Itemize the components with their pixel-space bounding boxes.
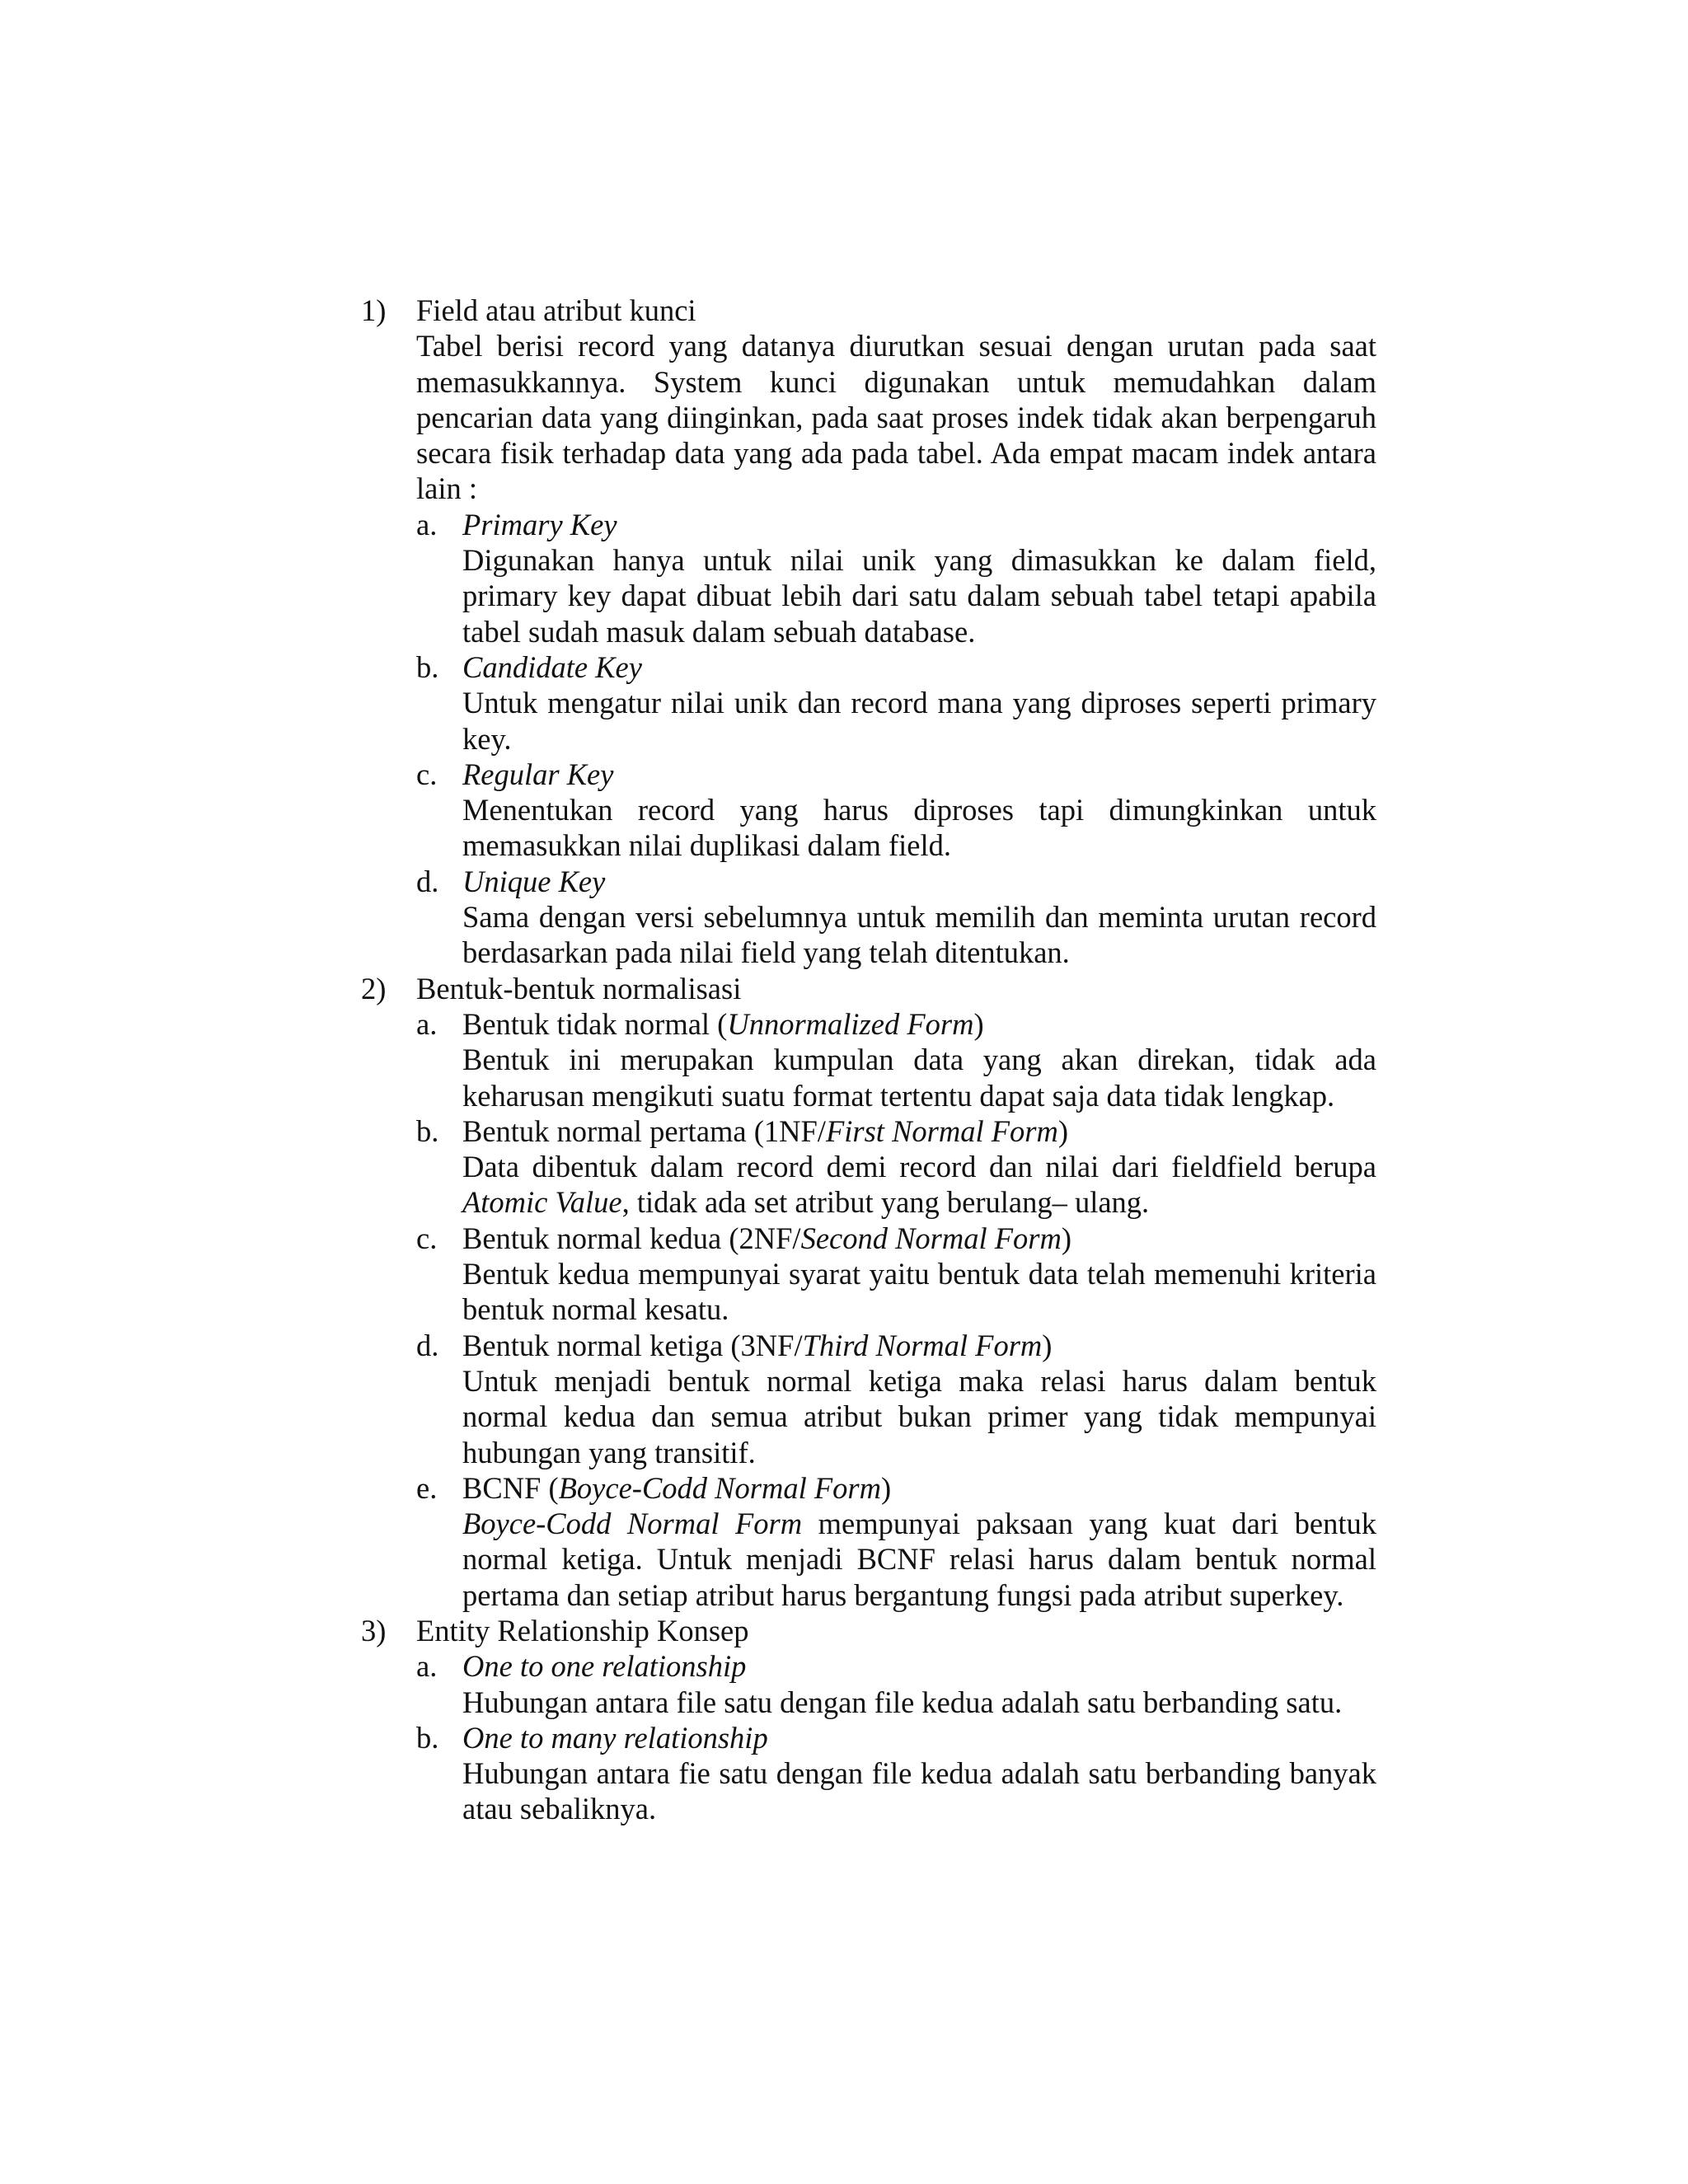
item-title-italic: Unnormalized Form [727,1006,974,1041]
item-title-text: ) [1057,1113,1069,1148]
item-description [462,1506,1376,1613]
section-entity-relationship [361,1613,1376,1827]
section-number: 3) [361,1613,387,1647]
list-item-unnormalized-form [416,1006,1376,1113]
item-description: Digunakan hanya untuk nilai unik yang dimasukkan ke dalam field, primary key dapat dibuat lebih dari satu dalam sebuah tabel tetapi apabila tabel sudah masuk dalam sebuah database. [462,543,1376,649]
list-item-candidate-key [416,649,1376,757]
item-letter: b. [416,649,439,684]
item-title [462,1328,1376,1363]
item-description: Bentuk ini merupakan kumpulan data yang akan direkan, tidak ada keharusan mengikuti suatu format tertentu dapat saja data tidak lengkap. [462,1043,1376,1113]
document-body [361,293,1376,1827]
item-title-text: ) [1042,1328,1053,1362]
item-letter: e. [416,1470,438,1505]
list-item-regular-key [416,757,1376,864]
item-title-text: BCNF ( [462,1470,559,1505]
item-letter: c. [416,757,438,791]
item-letter: d. [416,864,439,898]
item-title-text: ) [880,1470,892,1505]
item-description [462,1149,1376,1221]
item-letter: d. [416,1328,439,1362]
list-item-one-to-many [416,1720,1376,1827]
item-title [462,1221,1376,1256]
item-title: One to many relationship [462,1720,768,1755]
item-letter: a. [416,1006,438,1041]
item-description: Bentuk kedua mempunyai syarat yaitu bentuk data telah memenuhi kriteria bentuk normal kesatu. [462,1257,1376,1327]
item-title: Unique Key [462,864,606,898]
section-title: Entity Relationship Konsep [416,1613,749,1647]
item-letter: b. [416,1720,439,1755]
item-title-italic: Second Normal Form [800,1221,1062,1255]
list-item-third-normal-form [416,1328,1376,1470]
item-title [462,1113,1376,1149]
item-description: Menentukan record yang harus diproses tapi dimungkinkan untuk memasukkan nilai duplikasi dalam field. [462,793,1376,863]
item-title: Regular Key [462,757,614,791]
list-item-second-normal-form [416,1221,1376,1328]
item-letter: a. [416,1649,438,1684]
list-item-one-to-one [416,1648,1376,1720]
section-bentuk-normalisasi [361,971,1376,1613]
item-description: Hubungan antara fie satu dengan file kedua adalah satu berbanding banyak atau sebaliknya. [462,1756,1376,1826]
item-letter: c. [416,1221,438,1255]
list-item-unique-key [416,864,1376,971]
item-title-text: Bentuk normal kedua (2NF/ [462,1221,801,1255]
item-description: Untuk mengatur nilai unik dan record mana yang diproses seperti primary key. [462,686,1376,756]
item-title-text: ) [1061,1221,1072,1255]
item-title: One to one relationship [462,1649,747,1684]
item-title-italic: First Normal Form [825,1113,1058,1148]
item-title-italic: Third Normal Form [802,1328,1043,1362]
item-letter: b. [416,1113,439,1148]
item-description: Untuk menjadi bentuk normal ketiga maka relasi harus dalam bentuk normal kedua dan semua atribut bukan primer yang tidak mempunyai hubungan yang transitif. [462,1363,1376,1469]
section-title: Bentuk-bentuk normalisasi [416,971,742,1005]
section-title: Field atau atribut kunci [416,293,696,327]
item-description-text: mempunyai paksaan yang kuat dari bentuk normal ketiga. Untuk menjadi BCNF relasi harus dalam bentuk normal pertama dan setiap atribut harus bergantung fungsi pada atribut superkey. [462,1507,1376,1612]
item-description: Hubungan antara file satu dengan file kedua adalah satu berbanding satu. [462,1685,1343,1719]
section-number: 2) [361,971,387,1005]
item-title [462,1006,1376,1042]
list-item-bcnf [416,1470,1376,1613]
item-letter: a. [416,507,438,541]
item-description-italic: Boyce-Codd Normal Form [462,1507,803,1541]
item-description-text: Data dibentuk dalam record demi record dan nilai dari fieldfield berupa [462,1150,1376,1184]
section-number: 1) [361,293,387,327]
item-title-text: Bentuk tidak normal ( [462,1006,728,1041]
item-title: Primary Key [462,507,617,541]
item-title-text: Bentuk normal ketiga (3NF/ [462,1328,803,1362]
item-title: Candidate Key [462,649,642,684]
item-title-italic: Boyce-Codd Normal Form [558,1470,881,1505]
item-description: Sama dengan versi sebelumnya untuk memilih dan meminta urutan record berdasarkan pada nilai field yang telah ditentukan. [462,900,1376,970]
section-field-atribut-kunci [361,293,1376,971]
item-title-text: Bentuk normal pertama (1NF/ [462,1113,826,1148]
list-item-first-normal-form [416,1113,1376,1221]
section-intro: Tabel berisi record yang datanya diurutkan sesuai dengan urutan pada saat memasukkannya. System kunci digunakan untuk memudahkan dalam pencarian data yang diinginkan, pada saat proses indek tidak akan berpengaruh secara fisik terhadap data yang ada pada tabel. Ada empat macam indek antara lain : [416,329,1376,506]
item-title [462,1470,1376,1506]
item-description-text: , tidak ada set atribut yang berulang– ulang. [621,1185,1150,1220]
item-title-text: ) [973,1006,984,1041]
list-item-primary-key [416,507,1376,649]
item-description-italic: Atomic Value [462,1185,622,1220]
